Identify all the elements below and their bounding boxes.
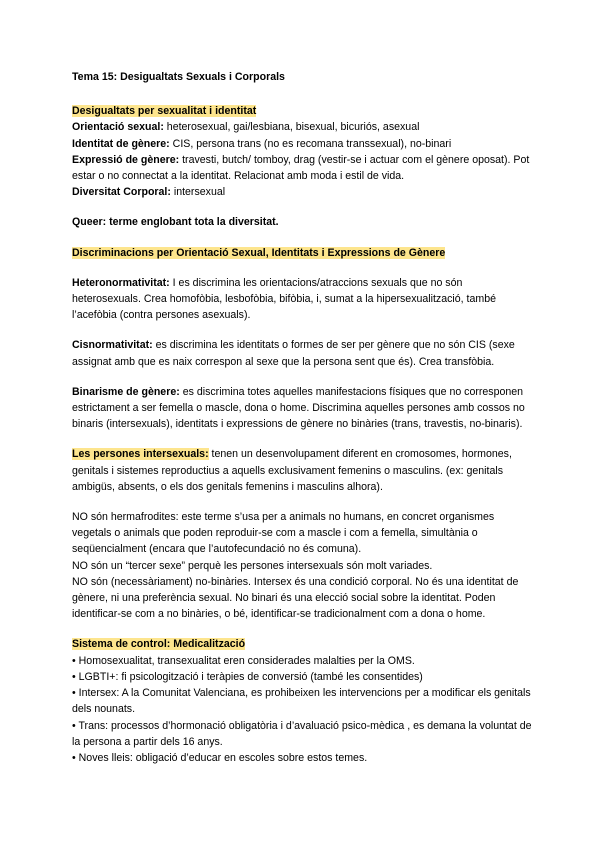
note-item: NO són hermafrodites: este terme s’usa per a animals no humans, en concret organismes vegetals o animals que poden reproduir-se com a mascle i com a femella, simultània o seqüencialment (encara que l’autofecundació no és comuna). [72,511,495,556]
section-heading: Sistema de control: Medicalització [72,638,246,651]
document-title: Tema 15: Desigualtats Sexuals i Corporals [72,71,285,83]
queer-definition: Queer: terme englobant tota la diversitat. [72,216,279,229]
definition-item: Identitat de gènere: CIS, persona trans (no es recomana transsexual), no-binari [72,137,452,150]
section-identitat [72,103,534,200]
definition-paragraph: Heteronormativitat: I es discrimina les orientacions/atraccions sexuals que no són heterosexuals. Crea homofòbia, lesbofòbia, bifòbia, i, sumat a la hipersexualització, també l’acefòbia (contra persones asexuals). [72,276,496,322]
bullet-item: • LGBTI+: fi psicologització i teràpies de conversió (també les consentides) [72,670,423,683]
intersex-notes [72,509,534,622]
document-content [72,69,534,766]
definition-item: Orientació sexual: heterosexual, gai/lesbiana, bisexual, bicuriós, asexual [72,121,420,134]
section-medicalitzacio [72,636,534,766]
bullet-item: • Homosexualitat, transexualitat eren considerades malalties per la OMS. [72,654,415,667]
bullet-item: • Noves lleis: obligació d’educar en escoles sobre estos temes. [72,751,368,764]
bullet-item: • Trans: processos d’hormonació obligatòria i d’avaluació psico-mèdica , es demana la voluntat de la persona a partir dels 16 anys. [72,719,532,748]
definition-paragraph: Cisnormativitat: es discrimina les identitats o formes de ser per gènere que no són CIS (sexe assignat amb que es naix correspon al sexe que la persona sent que és). Crea transfòbia. [72,339,515,368]
definition-paragraph: Binarisme de gènere: es discrimina totes aquelles manifestacions físiques que no corresponen estrictament a ser femella o mascle, dona o home. Discrimina aquelles persones amb cossos no binaris (intersexuals), identitats i expressions de gènere no binàries (trans, travestis, no-binaris). [72,385,525,431]
intersex-paragraph: Les persones intersexuals: tenen un desenvolupament diferent en cromosomes, hormones, genitals i sistemes reproductius a aquells exclusivament femenins o masculins. (ex: genitals ambigüs, absents, o els dos genitals femenins i masculins alhora). [72,448,512,493]
definition-item: Expressió de gènere: travesti, butch/ tomboy, drag (vestir-se i actuar com el gènere oposat). Pot estar o no connectat a la identitat. Relacionat amb moda i estil de vida. [72,153,530,183]
note-item: NO són (necessàriament) no-binàries. Intersex és una condició corporal. No és una identitat de gènere, ni una preferència sexual. No binari és una elecció social sobre la identitat. Poden identificar-se com a no binàries, o bé, identificar-se tradicionalment com a dona o home. [72,575,519,621]
section-heading: Discriminacions per Orientació Sexual, Identitats i Expressions de Gènere [72,246,446,259]
note-item: NO són un “tercer sexe” perquè les persones intersexuals són molt variades. [72,559,433,572]
bullet-item: • Intersex: A la Comunitat Valenciana, es prohibeixen les intervencions per a modificar els genitals dels nounats. [72,687,531,716]
section-heading: Desigualtats per sexualitat i identitat [72,105,257,118]
definition-item: Diversitat Corporal: intersexual [72,186,226,199]
